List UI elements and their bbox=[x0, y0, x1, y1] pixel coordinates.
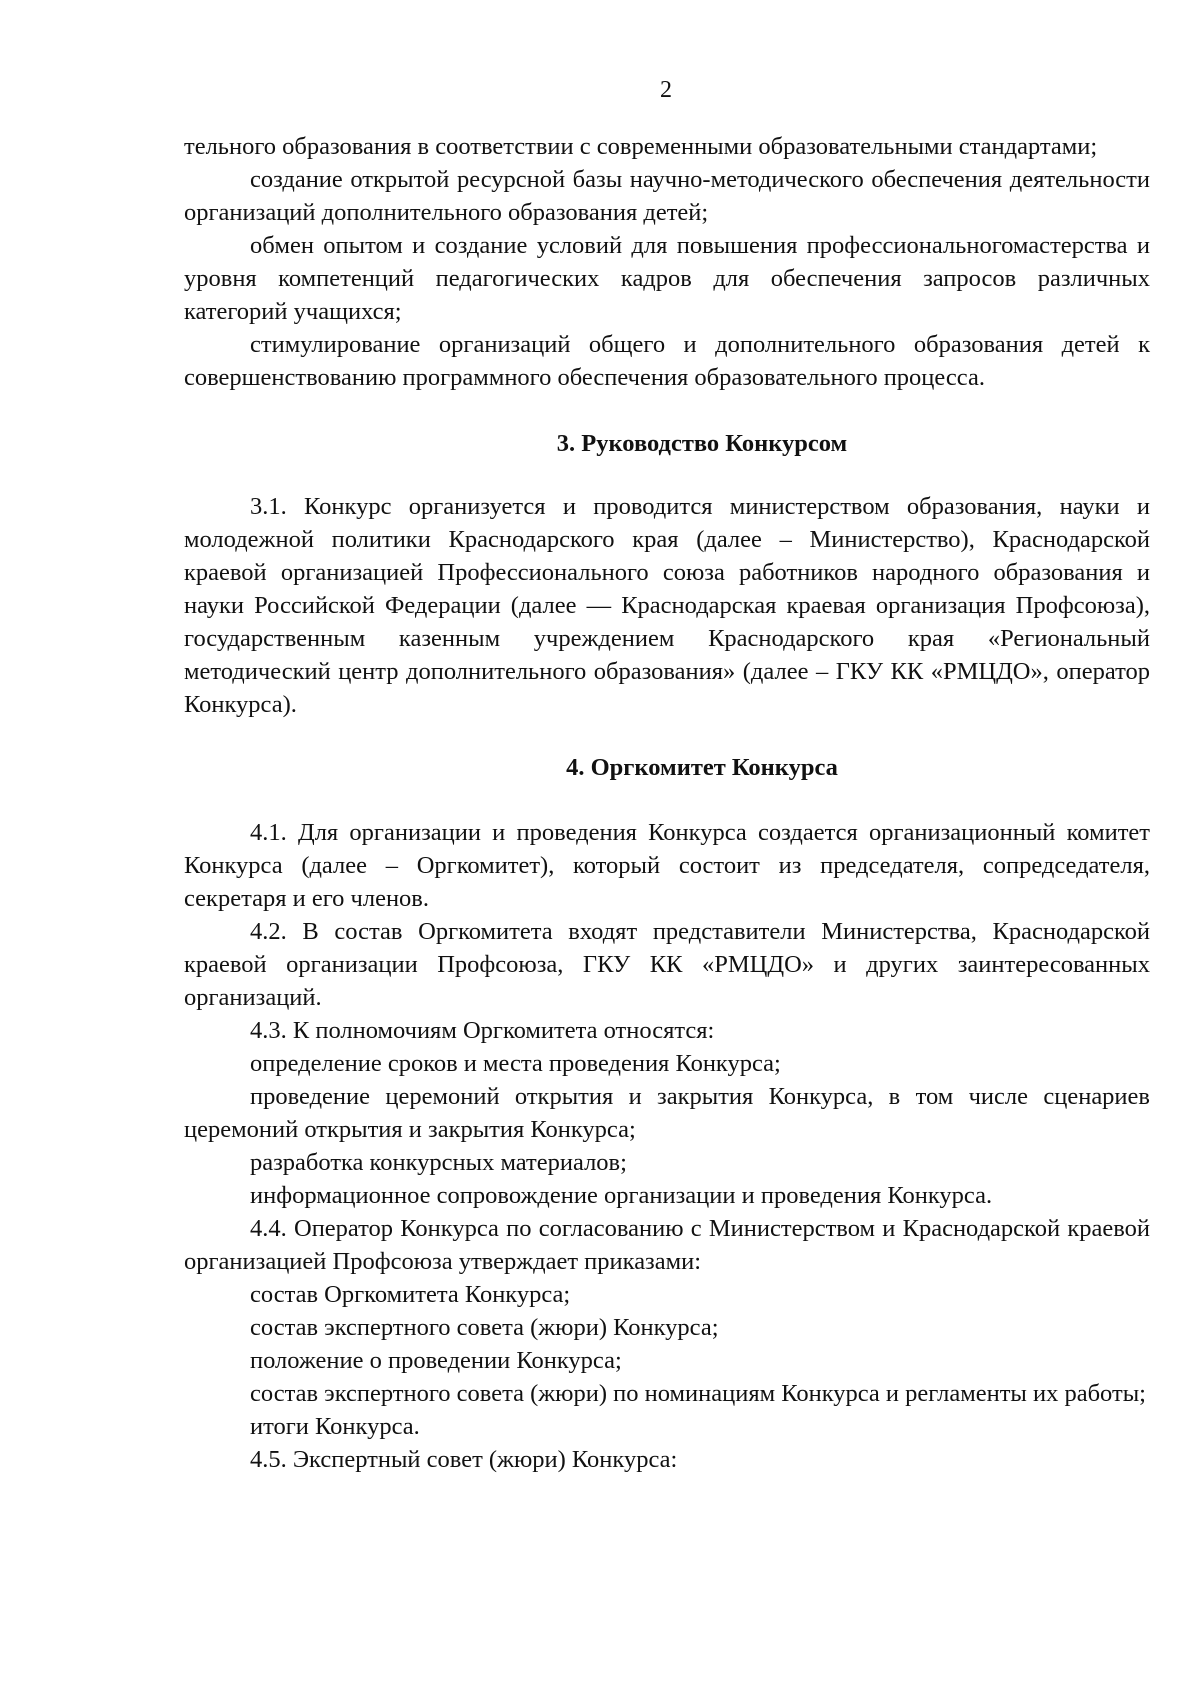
paragraph-stimulation: стимулирование организаций общего и дополнительного образования детей к совершенствованию программного обеспечения образовательного процесса. bbox=[184, 331, 1150, 391]
spacer bbox=[184, 460, 1150, 490]
paragraph-4-1: 4.1. Для организации и проведения Конкурса создается организационный комитет Конкурса (далее – Оргкомитет), который состоит из председателя, сопредседателя, секретаря и его членов. bbox=[184, 819, 1150, 912]
list-item-4-4: итоги Конкурса. bbox=[250, 1413, 420, 1440]
paragraph-4-5: 4.5. Экспертный совет (жюри) Конкурса: bbox=[250, 1446, 678, 1473]
list-item-4-4: состав Оргкомитета Конкурса; bbox=[250, 1281, 571, 1308]
section-heading-4: 4. Оргкомитет Конкурса bbox=[566, 754, 838, 781]
list-item-4-3: определение сроков и места проведения Конкурса; bbox=[250, 1050, 781, 1077]
spacer bbox=[184, 784, 1150, 816]
list-item-4-4: состав экспертного совета (жюри) по номинациям Конкурса и регламенты их работы; bbox=[250, 1380, 1146, 1407]
list-item-4-4: состав экспертного совета (жюри) Конкурса; bbox=[250, 1314, 719, 1341]
list-item-4-3: проведение церемоний открытия и закрытия Конкурса, в том числе сценариев церемоний открытия и закрытия Конкурса; bbox=[184, 1083, 1150, 1143]
paragraph-continuation: тельного образования в соответствии с современными образовательными стандартами; bbox=[184, 133, 1098, 160]
list-item-4-3: информационное сопровождение организации и проведения Конкурса. bbox=[250, 1182, 993, 1209]
paragraph-experience-exchange: обмен опытом и создание условий для повышения профессиональногомастерства и уровня компетенций педагогических кадров для обеспечения запросов различных категорий учащихся; bbox=[184, 232, 1150, 325]
paragraph-resource-base: создание открытой ресурсной базы научно-методического обеспечения деятельности организаций дополнительного образования детей; bbox=[184, 166, 1150, 226]
paragraph-4-2: 4.2. В состав Оргкомитета входят представители Министерства, Краснодарской краевой организации Профсоюза, ГКУ КК «РМЦДО» и других заинтересованных организаций. bbox=[184, 918, 1150, 1011]
paragraph-4-3: 4.3. К полномочиям Оргкомитета относятся: bbox=[250, 1017, 715, 1044]
paragraph-3-1: 3.1. Конкурс организуется и проводится министерством образования, науки и молодежной политики Краснодарского края (далее – Министерство), Краснодарской краевой организацией Профессионального союза работников народного образования и науки Российской Федерации (далее — Краснодарская краевая организация Профсоюза), государственным казенным учреждением Краснодарского края «Региональный методический центр дополнительного образования» (далее – ГКУ КК «РМЦДО», оператор Конкурса). bbox=[184, 493, 1150, 718]
document-body bbox=[184, 130, 1150, 1476]
list-item-4-4: положение о проведении Конкурса; bbox=[250, 1347, 622, 1374]
section-heading-3: 3. Руководство Конкурсом bbox=[556, 430, 848, 457]
spacer bbox=[184, 721, 1150, 751]
paragraph-4-4: 4.4. Оператор Конкурса по согласованию с Министерством и Краснодарской краевой организацией Профсоюза утверждает приказами: bbox=[184, 1215, 1150, 1275]
spacer bbox=[184, 394, 1150, 427]
page-number: 2 bbox=[660, 77, 672, 103]
list-item-4-3: разработка конкурсных материалов; bbox=[250, 1149, 627, 1176]
